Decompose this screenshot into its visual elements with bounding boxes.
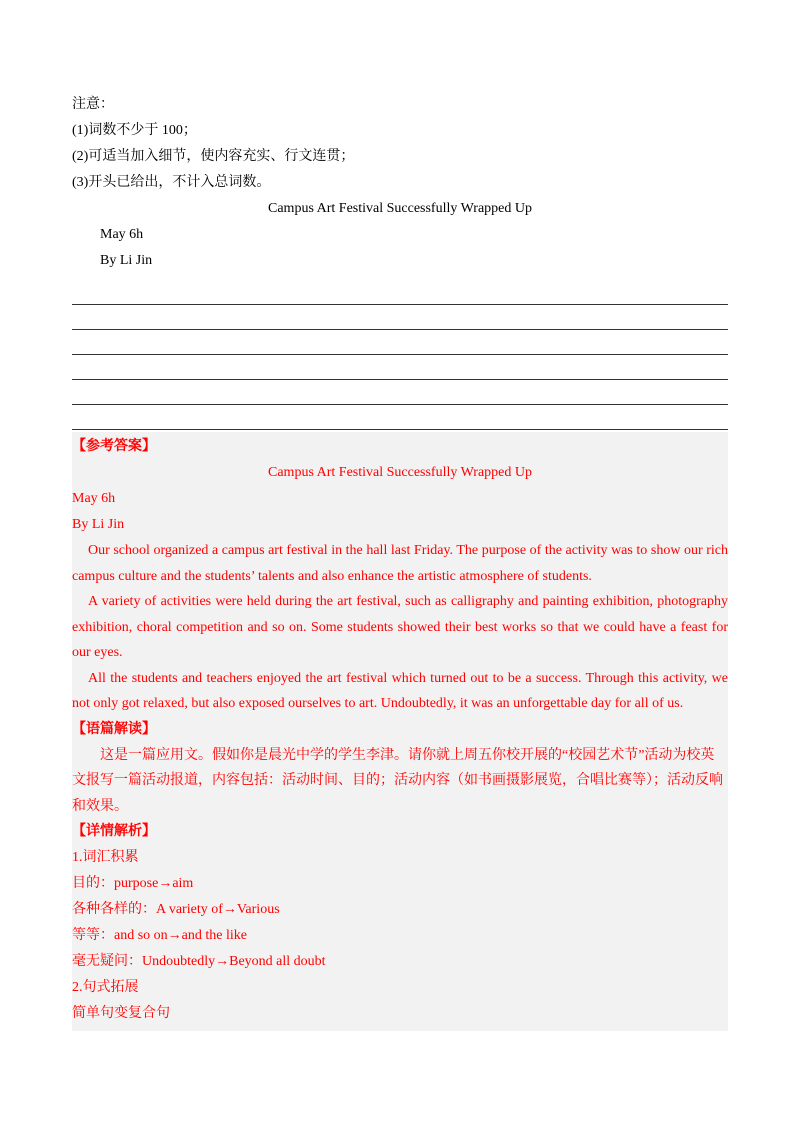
answer-headline: Campus Art Festival Successfully Wrapped Up <box>268 465 532 480</box>
writing-line <box>72 405 728 430</box>
analysis-label: 【语篇解读】 <box>72 721 156 737</box>
details-label: 【详情解析】 <box>72 824 156 839</box>
details-line: 各种各样的：A variety of→Various <box>72 902 280 917</box>
answer-paragraph: All the students and teachers enjoyed the art festival which turned out to be a success. Through this activity, we not only got relaxed, but also exposed ourselves to art. Undoubtedly, it was an unforgettable day for all of us. <box>72 670 728 711</box>
answer-label: 【参考答案】 <box>72 439 156 454</box>
details-line: 毫无疑问：Undoubtedly→Beyond all doubt <box>72 954 326 969</box>
details-line: 1.词汇积累 <box>72 850 139 865</box>
details-line: 简单句变复合句 <box>72 1006 170 1021</box>
note-item: (1)词数不少于 100； <box>72 123 197 138</box>
document-page <box>72 92 728 1031</box>
details-line: 2.句式拓展 <box>72 980 139 995</box>
writing-lines <box>72 274 728 430</box>
writing-line <box>72 330 728 355</box>
answer-paragraph: Our school organized a campus art festival in the hall last Friday. The purpose of the activity was to show our rich campus culture and the students’ talents and also enhance the artistic atmosphere of students. <box>72 543 728 584</box>
writing-line <box>72 355 728 380</box>
prompt-headline: Campus Art Festival Successfully Wrapped Up <box>268 201 532 216</box>
answer-date: May 6h <box>72 491 116 506</box>
prompt-date: May 6h <box>100 227 144 242</box>
writing-line <box>72 380 728 405</box>
answer-section <box>72 432 728 1031</box>
note-item: (3)开头已给出，不计入总词数。 <box>72 175 271 190</box>
answer-byline: By Li Jin <box>72 517 125 532</box>
analysis-text: 这是一篇应用文。假如你是晨光中学的学生李津。请你就上周五你校开展的“校园艺术节”活动为校英文报写一篇活动报道，内容包括：活动时间、目的；活动内容（如书画摄影展览，合唱比赛等）；活动反响和效果。 <box>72 747 723 814</box>
details-line: 目的：purpose→aim <box>72 876 194 891</box>
notes-title: 注意： <box>72 97 114 112</box>
note-item: (2)可适当加入细节，使内容充实、行文连贯； <box>72 149 355 164</box>
prompt-byline: By Li Jin <box>100 253 153 268</box>
answer-paragraph: A variety of activities were held during the art festival, such as calligraphy and painting exhibition, photography exhibition, choral competition and so on. Some students showed their best works so that we could have a feast for our eyes. <box>72 594 728 660</box>
writing-line <box>72 305 728 330</box>
writing-line <box>72 274 728 305</box>
details-line: 等等：and so on→and the like <box>72 928 247 943</box>
